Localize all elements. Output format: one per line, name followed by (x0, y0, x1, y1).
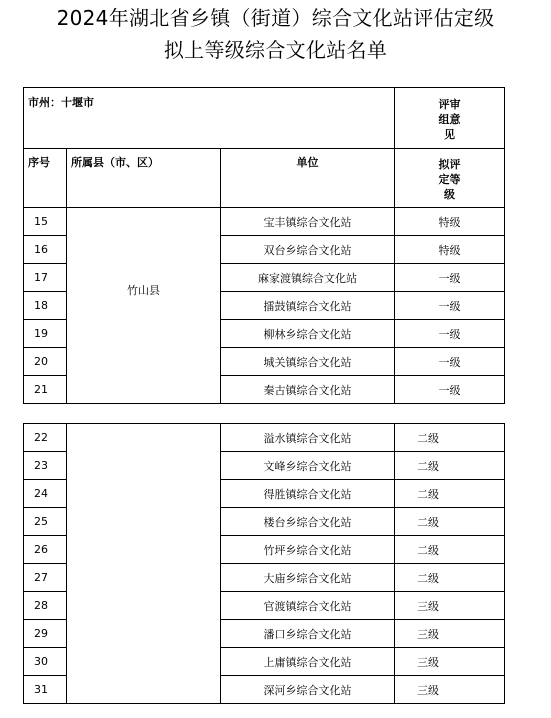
row-index: 18 (24, 292, 67, 320)
grade-value: 二级 (395, 452, 505, 480)
county-cell (67, 424, 221, 704)
unit-name: 城关镇综合文化站 (221, 348, 395, 376)
header-row (24, 149, 505, 208)
row-index: 31 (24, 676, 67, 704)
grade-value: 一级 (395, 320, 505, 348)
row-index: 24 (24, 480, 67, 508)
grade-value: 三级 (395, 648, 505, 676)
unit-name: 溢水镇综合文化站 (221, 424, 395, 452)
station-list-table-1 (23, 87, 505, 404)
unit-name: 深河乡综合文化站 (221, 676, 395, 704)
header-unit: 单位 (221, 149, 395, 208)
unit-name: 官渡镇综合文化站 (221, 592, 395, 620)
row-index: 30 (24, 648, 67, 676)
unit-name: 大庙乡综合文化站 (221, 564, 395, 592)
grade-value: 特级 (395, 236, 505, 264)
row-index: 16 (24, 236, 67, 264)
unit-name: 得胜镇综合文化站 (221, 480, 395, 508)
table-row (24, 424, 505, 452)
row-index: 27 (24, 564, 67, 592)
grade-value: 一级 (395, 292, 505, 320)
unit-name: 双台乡综合文化站 (221, 236, 395, 264)
table-row (24, 208, 505, 236)
city-row (24, 88, 505, 149)
header-grade-text: 拟评定等级 (438, 157, 461, 201)
grade-value: 二级 (395, 536, 505, 564)
document-title-line1: 2024年湖北省乡镇（街道）综合文化站评估定级 (56, 6, 495, 30)
grade-value: 一级 (395, 348, 505, 376)
row-index: 26 (24, 536, 67, 564)
row-index: 22 (24, 424, 67, 452)
review-opinion-text: 评审组意见 (438, 97, 461, 141)
row-index: 15 (24, 208, 67, 236)
header-index: 序号 (24, 149, 67, 208)
group1-rows (24, 208, 505, 404)
unit-name: 潘口乡综合文化站 (221, 620, 395, 648)
unit-name: 宝丰镇综合文化站 (221, 208, 395, 236)
row-index: 23 (24, 452, 67, 480)
station-list-table-2 (23, 423, 505, 704)
grade-value: 一级 (395, 264, 505, 292)
group2-rows (24, 424, 505, 704)
unit-name: 楼台乡综合文化站 (221, 508, 395, 536)
grade-value: 三级 (395, 676, 505, 704)
row-index: 25 (24, 508, 67, 536)
header-grade (395, 149, 505, 208)
unit-name: 麻家渡镇综合文化站 (221, 264, 395, 292)
grade-value: 二级 (395, 424, 505, 452)
unit-name: 上庸镇综合文化站 (221, 648, 395, 676)
city-label: 市州：十堰市 (24, 88, 395, 149)
row-index: 20 (24, 348, 67, 376)
unit-name: 柳林乡综合文化站 (221, 320, 395, 348)
unit-name: 擂鼓镇综合文化站 (221, 292, 395, 320)
unit-name: 秦古镇综合文化站 (221, 376, 395, 404)
review-opinion-header (395, 88, 505, 149)
grade-value: 一级 (395, 376, 505, 404)
grade-value: 三级 (395, 592, 505, 620)
document-title-line2: 拟上等级综合文化站名单 (163, 38, 388, 62)
row-index: 17 (24, 264, 67, 292)
row-index: 19 (24, 320, 67, 348)
row-index: 28 (24, 592, 67, 620)
unit-name: 竹坪乡综合文化站 (221, 536, 395, 564)
row-index: 21 (24, 376, 67, 404)
unit-name: 文峰乡综合文化站 (221, 452, 395, 480)
header-county: 所属县（市、区） (67, 149, 221, 208)
grade-value: 二级 (395, 564, 505, 592)
row-index: 29 (24, 620, 67, 648)
grade-value: 二级 (395, 480, 505, 508)
grade-value: 特级 (395, 208, 505, 236)
grade-value: 二级 (395, 508, 505, 536)
county-cell: 竹山县 (67, 208, 221, 404)
grade-value: 三级 (395, 620, 505, 648)
